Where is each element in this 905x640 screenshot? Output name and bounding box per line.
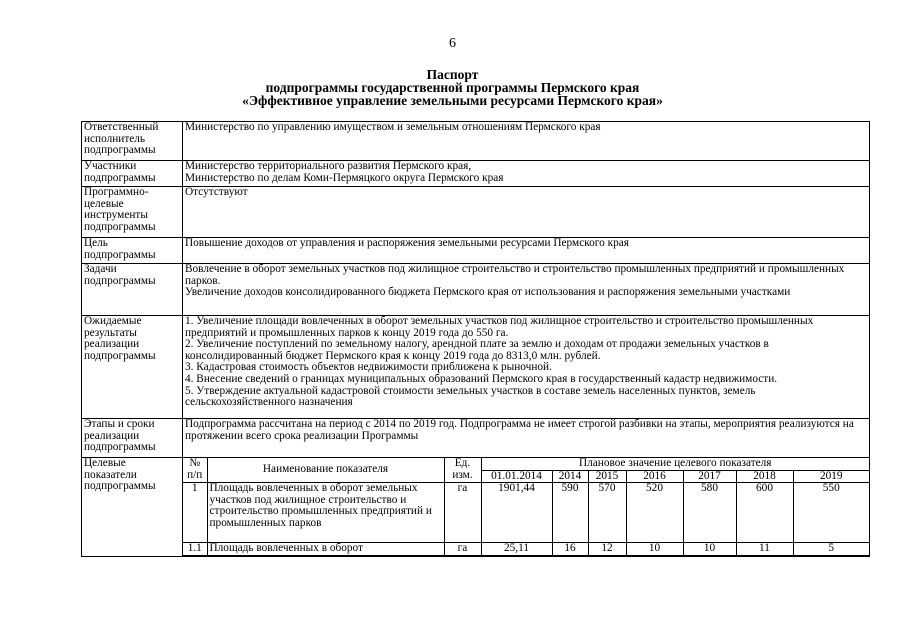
header-name: Наименование показателя	[207, 458, 444, 483]
indicator-row	[183, 483, 869, 543]
row-value: Министерство по управлению имуществом и земельным отношениям Пермского края	[183, 122, 870, 161]
document-title	[0, 68, 905, 107]
row-label: Ожидаемые результаты реализации подпрограммы	[82, 316, 183, 419]
row-value: 1. Увеличение площади вовлеченных в оборот земельных участков под жилищное строительство и строительство промышленных предприятий и промышленных парков к концу 2019 года до 550 га. 2. Увеличение поступлений по земельному налогу, арендной плате за землю и доходам от продажи земельных участков в консолидированный бюджет Пермского края к концу 2019 года до 8313,0 млн. рублей. 3. Кадастровая стоимость объектов недвижимости приближена к рыночной. 4. Внесение сведений о границах муниципальных образований Пермского края в государственный кадастр недвижимости. 5. Утверждение актуальной кадастровой стоимости земельных участков в составе земель населенных пунктов, земель сельскохозяйственного назначения	[183, 316, 870, 419]
row-expected-results	[82, 316, 870, 419]
page-number: 6	[449, 36, 456, 51]
row-stages	[82, 419, 870, 458]
header-period: 2014	[552, 470, 588, 483]
header-period: 2019	[793, 470, 869, 483]
indicator-unit: га	[444, 483, 481, 543]
indicator-value: 590	[552, 483, 588, 543]
indicator-row	[183, 543, 869, 556]
row-label: Участники подпрограммы	[82, 161, 183, 187]
indicators-cell	[183, 458, 870, 557]
row-responsible	[82, 122, 870, 161]
title-line-2: подпрограммы государственной программы Пермского края	[265, 80, 640, 95]
row-label: Целевые показатели подпрограммы	[82, 458, 183, 557]
indicator-value: 520	[626, 483, 683, 543]
row-instruments	[82, 187, 870, 238]
indicators-header-row	[183, 458, 869, 470]
indicator-value: 10	[683, 543, 736, 556]
header-planned: Плановое значение целевого показателя	[481, 458, 869, 470]
title-line-1: Паспорт	[426, 67, 479, 82]
row-participants	[82, 161, 870, 187]
header-num: № п/п	[183, 458, 207, 483]
row-label: Этапы и сроки реализации подпрограммы	[82, 419, 183, 458]
header-period: 01.01.2014	[481, 470, 552, 483]
header-period: 2016	[626, 470, 683, 483]
row-value: Повышение доходов от управления и распоряжения земельными ресурсами Пермского края	[183, 238, 870, 264]
indicator-value: 550	[793, 483, 869, 543]
indicator-unit: га	[444, 543, 481, 556]
indicator-value: 570	[588, 483, 626, 543]
row-label: Ответственный исполнитель подпрограммы	[82, 122, 183, 161]
indicator-value: 1901,44	[481, 483, 552, 543]
indicators-table	[183, 458, 869, 556]
row-indicators	[82, 458, 870, 557]
indicator-name: Площадь вовлеченных в оборот	[207, 543, 444, 556]
title-line-3: «Эффективное управление земельными ресурсами Пермского края»	[242, 93, 663, 108]
indicator-value: 5	[793, 543, 869, 556]
row-value: Вовлечение в оборот земельных участков под жилищное строительство и строительство промышленных предприятий и промышленных парков. Увеличение доходов консолидированного бюджета Пермского края от использования и распоряжения земельными участками	[183, 264, 870, 316]
row-goal	[82, 238, 870, 264]
header-period: 2015	[588, 470, 626, 483]
row-label: Задачи подпрограммы	[82, 264, 183, 316]
row-value: Отсутствуют	[183, 187, 870, 238]
row-tasks	[82, 264, 870, 316]
passport-table	[81, 121, 870, 557]
indicator-value: 11	[736, 543, 793, 556]
indicator-value: 10	[626, 543, 683, 556]
indicator-value: 25,11	[481, 543, 552, 556]
row-value: Министерство территориального развития Пермского края, Министерство по делам Коми-Пермяцкого округа Пермского края	[183, 161, 870, 187]
header-unit: Ед. изм.	[444, 458, 481, 483]
header-period: 2017	[683, 470, 736, 483]
indicator-num: 1.1	[183, 543, 207, 556]
indicator-name: Площадь вовлеченных в оборот земельных участков под жилищное строительство и строительство промышленных предприятий и промышленных парков	[207, 483, 444, 543]
indicator-value: 16	[552, 543, 588, 556]
row-label: Программно-целевые инструменты подпрограммы	[82, 187, 183, 238]
header-period: 2018	[736, 470, 793, 483]
row-label: Цель подпрограммы	[82, 238, 183, 264]
indicator-value: 12	[588, 543, 626, 556]
indicator-value: 580	[683, 483, 736, 543]
indicator-num: 1	[183, 483, 207, 543]
row-value: Подпрограмма рассчитана на период с 2014 по 2019 год. Подпрограмма не имеет строгой разбивки на этапы, мероприятия реализуются на протяжении всего срока реализации Программы	[183, 419, 870, 458]
indicator-value: 600	[736, 483, 793, 543]
